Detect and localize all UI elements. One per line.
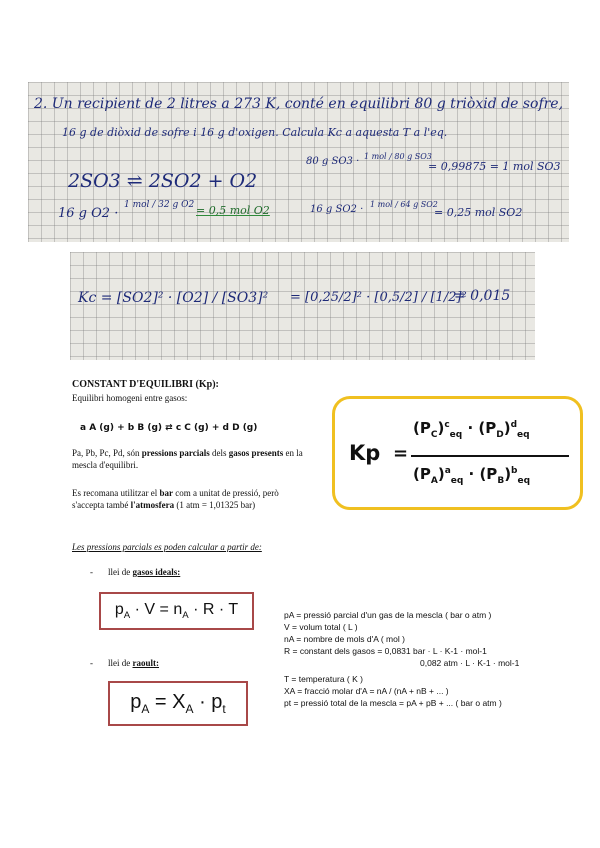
law-raoult [108,657,159,669]
calc-o2-factor: 1 mol / 32 g O2 [124,200,195,210]
calc-so2-factor: 1 mol / 64 g SO2 [370,200,438,209]
para2-bold-2: l'atmosfera [130,500,175,510]
para1-text-3: en la mescla d'equilibri. [72,448,303,470]
ideal-gas-formula: $p_A \cdot V = n_A \cdot R \cdot T$ [114,600,239,622]
legend-r-bar: R = constant dels gasos = 0,0831 bar · L · K-1 · mol-1 [284,646,487,656]
legend-r-atm: 0,082 atm · L · K-1 · mol-1 [420,658,520,668]
law1-name: gasos ideals: [132,567,181,577]
calc-so2-mass: 16 g SO2 · [310,204,364,215]
calc-so3-factor: 1 mol / 80 g SO3 [364,152,432,161]
law-ideal-gas [108,566,180,578]
general-reaction: a A (g) + b B (g) ⇄ c C (g) + d D (g) [80,423,258,433]
kp-denominator: $(P_A)^a_{eq} \cdot (P_B)^b_{eq}$ [413,465,531,486]
para2-bold: bar [159,488,173,498]
kp-fraction-bar [411,455,569,457]
law2-name: raoult: [132,658,159,668]
law1-prefix: llei de [108,567,133,577]
para1-text: Pa, Pb, Pc, Pd, són [72,448,142,458]
raoult-formula: $p_A = X_A \cdot p_t$ [130,691,226,716]
handwritten-kc-photo [70,252,535,360]
para2-text: Es recomana utilitzar el [72,488,160,498]
kp-formula-box [332,396,583,510]
section-heading: CONSTANT D'EQUILIBRI (Kp): [72,379,219,390]
kc-expression: Kc = [SO2]² · [O2] / [SO3]² [78,290,269,306]
kp-equals: = [393,443,409,464]
intro-text: Equilibri homogeni entre gasos: [72,393,188,403]
legend-t: T = temperatura ( K ) [284,674,363,684]
para1-text-2: dels [209,448,229,458]
kc-substitution: = [0,25/2]² · [0,5/2] / [1/2]² [290,290,467,305]
problem-reaction: 2SO3 ⇌ 2SO2 + O2 [68,170,258,192]
para1-bold: pressions parcials [141,448,210,458]
calc-so3-mass: 80 g SO3 · [306,156,360,167]
partial-pressures-paragraph [72,447,312,471]
legend-pt: pt = pressió total de la mescla = pA + pB + ... ( bar o atm ) [284,698,502,708]
law2-prefix: llei de [108,658,133,668]
para2-text-3: (1 atm = 1,01325 bar) [174,500,256,510]
kp-lhs: Kp [349,441,381,465]
para1-bold-2: gasos presents [228,448,284,458]
calc-o2-mass: 16 g O2 · [58,206,119,221]
handwritten-problem-photo [28,82,569,242]
para2-text-2: com a unitat de pressió, però s'accepta també [72,488,279,510]
raoult-formula-box [108,681,248,726]
kc-result: = 0,015 [454,288,511,304]
legend-na: nA = nombre de mols d'A ( mol ) [284,634,405,644]
units-paragraph [72,487,312,511]
calc-so3-result: = 0,99875 = 1 mol SO3 [428,160,561,173]
calc-o2-result: = 0,5 mol O2 [196,204,270,217]
bullet-2: - [90,658,93,668]
kp-numerator: $(P_C)^c_{eq} \cdot (P_D)^d_{eq}$ [413,419,530,440]
calc-so2-result: = 0,25 mol SO2 [434,206,523,219]
ideal-gas-formula-box [99,592,254,630]
legend-xa: XA = fracció molar d'A = nA / (nA + nB + ... ) [284,686,449,696]
bullet-1: - [90,567,93,577]
pp-heading: Les pressions parcials es poden calcular a partir de: [72,542,262,552]
legend-pa: pA = pressió parcial d'un gas de la mescla ( bar o atm ) [284,610,492,620]
problem-line-1: 2. Un recipient de 2 litres a 273 K, conté en equilibri 80 g triòxid de sofre, [34,96,564,112]
legend-v: V = volum total ( L ) [284,622,358,632]
problem-line-2: 16 g de diòxid de sofre i 16 g d'oxigen. Calcula Kc a aquesta T a l'eq. [62,126,448,139]
